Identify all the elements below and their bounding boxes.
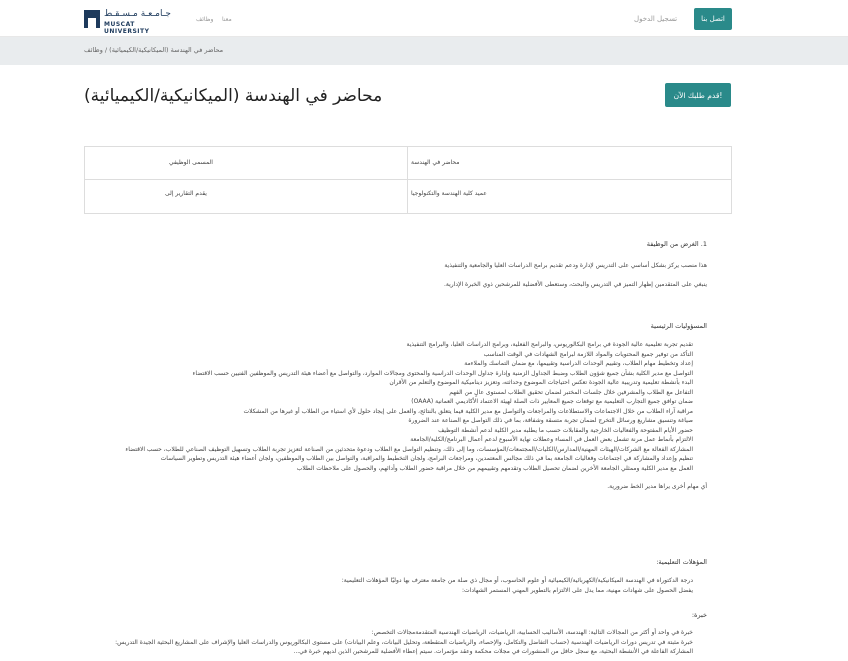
list-item: • صياغة وتنسيق مشاريع ورسائل التخرج لضمان تجربة متسقة وشفافة، بما في ذلك التواصل مع الصناعة عند الضرورة xyxy=(84,416,693,426)
list-item: • الالتزام بأنماط عمل مرنة تشمل بعض العمل في المساء وعطلات نهاية الأسبوع لدعم أعمال البرنامج/الكلية/الجامعة xyxy=(84,435,693,445)
table-divider-vertical xyxy=(407,147,408,213)
qualifications-list xyxy=(84,576,707,595)
responsibilities-list xyxy=(84,340,707,473)
top-navbar xyxy=(0,0,848,37)
qualifications-section xyxy=(84,558,707,595)
purpose-section xyxy=(84,240,707,288)
list-item: • مراقبة آراء الطلاب من خلال الاجتماعات والاستطلاعات والمراجعات والتواصل مع مدير الكلية فيما يتعلق بالنتائج، والعمل على إيجاد حلول لأي استياء من الطلاب أو غيرها من المشكلات xyxy=(84,407,693,417)
list-item: • تنظيم وإعداد والمشاركة في اجتماعات وفعاليات الجامعة بما في ذلك مجالس المعتمدين، ومراجعات البرامج، ولجان التخطيط والمراقبة، والتواصل بين الطلاب والموظفين، ولجان أعضاء هيئة التدريس وتطوير السياسات xyxy=(84,454,693,464)
list-item: • تقديم تجربة تعليمية عالية الجودة في برامج البكالوريوس، والبرامج الفعلية، وبرامج الدراسات العليا، والبرامج التنفيذية xyxy=(84,340,693,350)
login-link[interactable]: تسجيل الدخول xyxy=(634,15,678,23)
list-item: • المشاركة الفاعلة في الأنشطة البحثية، مع سجل حافل من المنشورات في مجلات محكمة وعقد مؤتمرات. سيتم إعطاء الأفضلية للمرشحين الذين لديهم خبرة في... xyxy=(84,647,693,657)
logo-english-text: MUSCAT UNIVERSITY xyxy=(104,21,150,35)
list-item: • درجة الدكتوراه في الهندسة الميكانيكية/الكهربائية/الكيميائية أو علوم الحاسوب، أو مجال ذي صلة من جامعة معترف بها دوليًا المؤهلات التعليمية: xyxy=(84,576,693,586)
nav-link-maana[interactable]: معنا xyxy=(222,16,232,23)
list-item: • حضور الأيام المفتوحة والفعاليات الخارجية والمقابلات حسب ما يطلبه مدير الكلية لدعم أنشطة التوظيف xyxy=(84,426,693,436)
page-title: محاضر في الهندسة (الميكانيكية/الكيميائية) xyxy=(84,86,383,106)
list-item: • خبرة في واحد أو أكثر من المجالات التالية: الهندسة، الأساليب الحسابية، الرياضيات، الرياضيات الهندسية المتقدمةمجالات التخصص: xyxy=(84,628,693,638)
apply-now-button[interactable]: قدم طلبك الآن! xyxy=(665,83,731,107)
list-item: • العمل مع مدير الكلية وممثلي الجامعة الأخرين لضمان تحصيل الطلاب وتقدمهم وتقييمهم من خلال مراقبة حضور الطلاب وأدائهم، والحصول على ملاحظات الطلاب xyxy=(84,464,693,474)
list-item: • المشاركة الفعالة مع الشركات/الهيئات المهنية/المدارس/الكليات/المجتمعات/المؤسسات، وما إلى ذلك، وتنظيم التواصل مع الطلاب ودعوة متحدثين من الصناعة لتعزيز تجربة الطلاب وتسهيل التوظيف الصناعي للطلاب، حسب الاقتضاء xyxy=(84,445,693,455)
responsibilities-section xyxy=(84,322,707,490)
experience-heading: خبرة: xyxy=(691,611,707,619)
list-item: • يفضل الحصول على شهادات مهنية، مما يدل على الالتزام بالتطوير المهني المستمر الشهادات: xyxy=(84,586,693,596)
breadcrumb[interactable]: محاضر في الهندسة (الميكانيكية/الكيميائية) / وظائف xyxy=(84,46,224,54)
list-item: • البدء بأنشطة تعليمية وتدريبية عالية الجودة تعكس احتياجات الموضوع وحداثته، وتعزيز ديناميكية الموضوع والتعلم من الأقران xyxy=(84,378,693,388)
list-item: • التواصل مع مدير الكلية بشأن جميع شؤون الطلاب وضبط الجداول الزمنية وإدارة جداول الوحدات الدراسية والمحتوى ومجالات الموارد، والتواصل مع أعضاء هيئة التدريس والموظفين الفنيين حسب الاقتضاء xyxy=(84,369,693,379)
reports-to-value: عميد كلية الهندسة والتكنولوجيا xyxy=(411,190,487,197)
list-item: • إعداد وتخطيط مهام الطلاب، وتقييم الوحدات الدراسية وتقييمها، مع ضمان التماسك والملاءمة xyxy=(84,359,693,369)
list-item: • ضمان توافق جميع التجارب التعليمية مع توقعات جميع المعايير ذات الصلة لهيئة الاعتماد الأكاديمي العمانية (OAAA) xyxy=(84,397,693,407)
responsibilities-footer: أي مهام أخرى يراها مدير الخط ضرورية. xyxy=(607,483,707,490)
responsibilities-heading: المسؤوليات الرئيسية xyxy=(650,322,707,330)
contact-us-button[interactable]: اتصل بنا xyxy=(694,8,732,30)
purpose-heading: 1. الغرض من الوظيفة xyxy=(646,240,707,248)
job-title-label: المسمى الوظيفي xyxy=(169,159,213,166)
job-title-value: محاضر في الهندسة xyxy=(411,159,460,166)
logo-arabic-text: جـامـعـة مـسـقـط xyxy=(104,9,171,19)
qualifications-heading: المؤهلات التعليمية: xyxy=(656,558,707,566)
breadcrumb-bar xyxy=(0,37,848,65)
experience-section xyxy=(84,611,707,657)
list-item: • التفاعل مع الطلاب والمشرفين خلال جلسات المختبر لضمان تحقيق الطلاب لمستوى عالٍ من الفهم xyxy=(84,388,693,398)
job-info-table xyxy=(84,146,732,214)
list-item: • خبرة مثبتة في تدريس دورات الرياضيات الهندسية (حساب التفاضل والتكامل، والإحصاء، والرياضيات المتقطعة، وتحليل البيانات، وعلم البيانات) على مستوى البكالوريوس والدراسات العليا والإشراف على المشاريع البحثية الجيدة التدريس: xyxy=(84,638,693,648)
nav-link-jobs[interactable]: وظائف xyxy=(196,16,214,23)
logo-mark-icon xyxy=(84,10,100,28)
university-logo[interactable] xyxy=(84,9,174,35)
list-item: • التأكد من توفير جميع المحتويات والمواد اللازمة لبرامج الشهادات في الوقت المناسب xyxy=(84,350,693,360)
purpose-paragraph: ينبغي على المتقدمين إظهار التميز في التدريس والبحث، وستعطى الأفضلية للمرشحين ذوي الخبرة الإدارية. xyxy=(444,281,707,288)
purpose-paragraph: هذا منصب يركز بشكل أساسي على التدريس لإدارة ودعم تقديم برامج الدراسات العليا والجامعية والتنفيذية xyxy=(444,262,707,269)
table-divider-horizontal xyxy=(85,179,731,180)
experience-list xyxy=(84,628,707,657)
reports-to-label: يقدم التقارير إلى xyxy=(165,190,207,197)
